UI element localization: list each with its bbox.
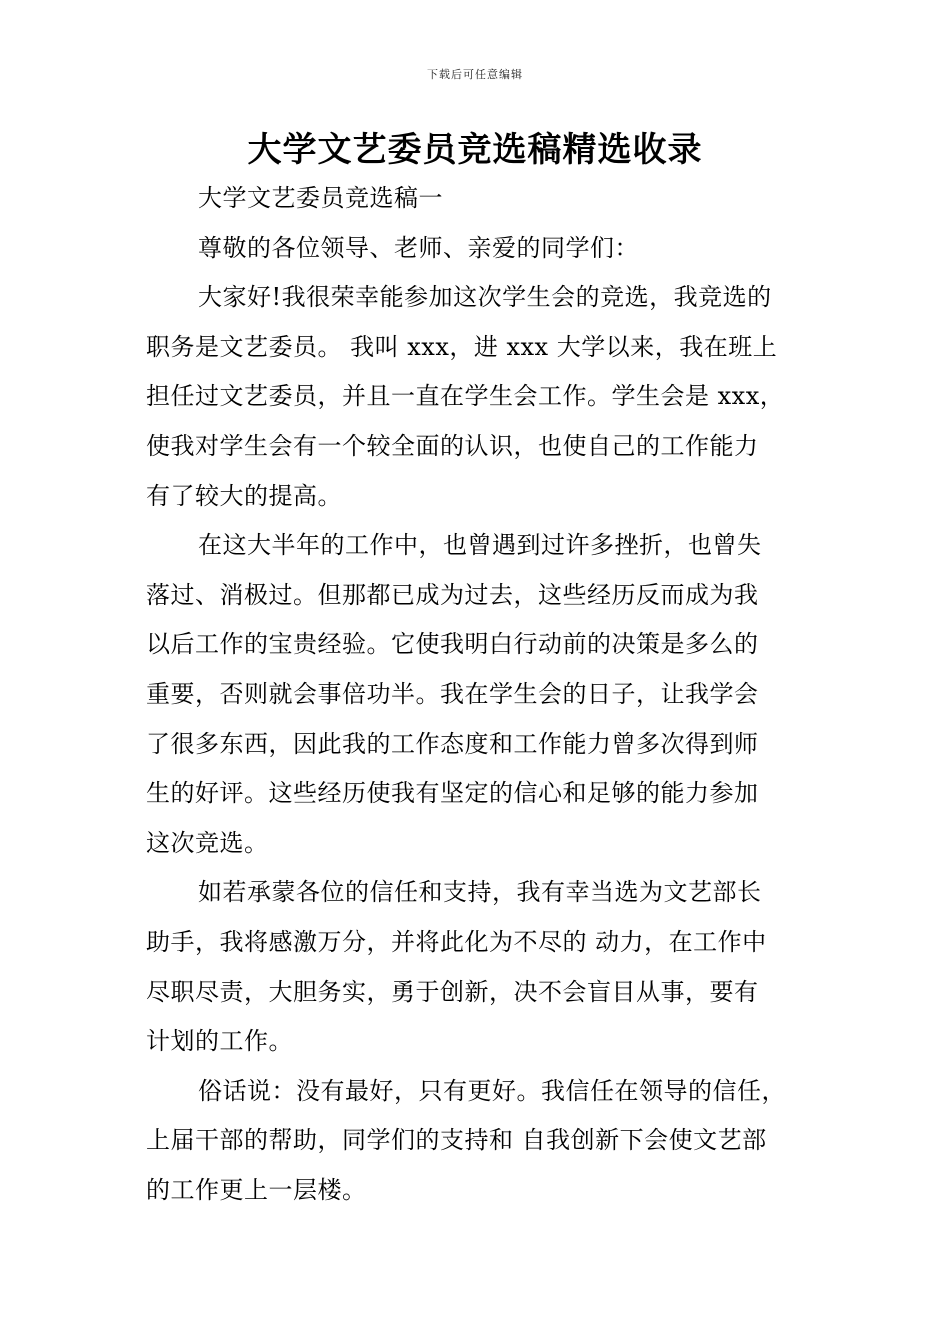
- text-line: 尽职尽责，大胆务实，勇于创新，决不会盲目从事，要有: [146, 977, 759, 1006]
- text-line: 俗话说：没有最好，只有更好。我信任在领导的信任，: [198, 1076, 786, 1105]
- text-line: 有了较大的提高。: [146, 481, 342, 510]
- text-line: 大家好!我很荣幸能参加这次学生会的竞选，我竞选的: [198, 283, 772, 312]
- text-line: 职务是文艺委员。 我叫 xxx，进 xxx 大学以来，我在班上: [146, 332, 778, 361]
- text-line: 如若承蒙各位的信任和支持，我有幸当选为文艺部长: [198, 878, 762, 907]
- text-line: 了很多东西，因此我的工作态度和工作能力曾多次得到师: [146, 729, 759, 758]
- text-line: 这次竞选。: [146, 828, 269, 857]
- header-note: 下载后可任意编辑: [427, 68, 523, 81]
- text-line: 担任过文艺委员，并且一直在学生会工作。学生会是 xxx，: [146, 382, 785, 411]
- text-line: 计划的工作。: [146, 1027, 293, 1056]
- text-line: 的工作更上一层楼。: [146, 1175, 367, 1204]
- document-title: 大学文艺委员竞选稿精选收录: [247, 130, 703, 170]
- text-line: 生的好评。这些经历使我有坚定的信心和足够的能力参加: [146, 779, 759, 808]
- text-line: 落过、消极过。但那都已成为过去，这些经历反而成为我: [146, 580, 759, 609]
- document-body: [146, 174, 811, 1215]
- text-line: 以后工作的宝贵经验。它使我明白行动前的决策是多么的: [146, 630, 759, 659]
- text-line: 重要，否则就会事倍功半。我在学生会的日子，让我学会: [146, 679, 759, 708]
- text-line: 使我对学生会有一个较全面的认识，也使自己的工作能力: [146, 431, 759, 460]
- text-line: 尊敬的各位领导、老师、亲爱的同学们：: [198, 233, 639, 262]
- text-line: 在这大半年的工作中，也曾遇到过许多挫折，也曾失: [198, 531, 762, 560]
- text-line: 上届干部的帮助，同学们的支持和 自我创新下会使文艺部: [146, 1126, 767, 1155]
- text-line: 大学文艺委员竞选稿一: [198, 184, 443, 212]
- text-line: 助手，我将感激万分，并将此化为不尽的 动力，在工作中: [146, 927, 767, 956]
